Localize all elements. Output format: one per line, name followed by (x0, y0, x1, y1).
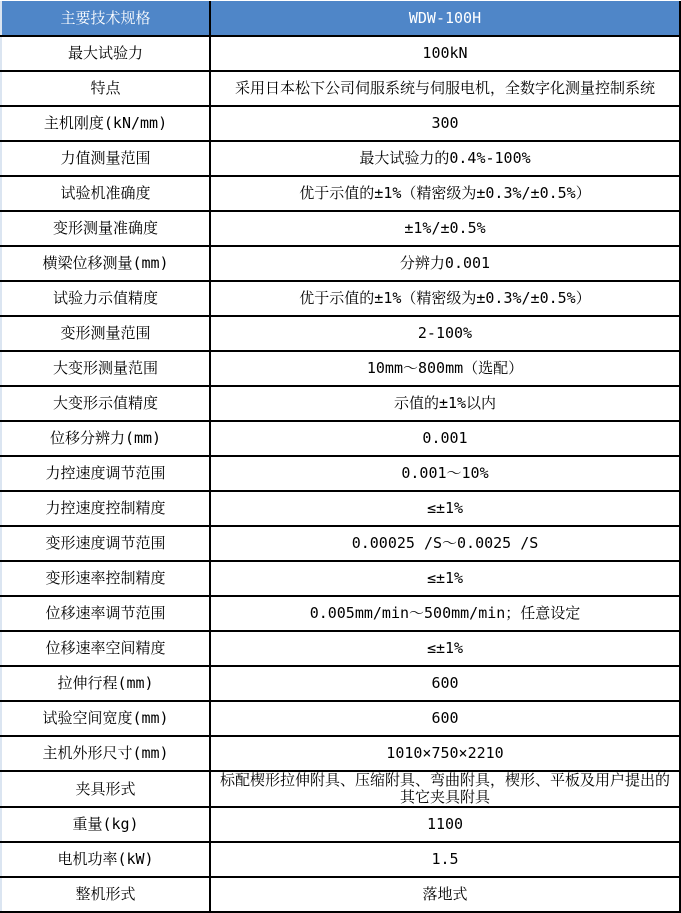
spec-name-cell: 横梁位移测量(mm) (1, 246, 210, 281)
table-row (1, 456, 680, 491)
table-row (1, 386, 680, 421)
spec-name-cell: 大变形测量范围 (1, 351, 210, 386)
spec-name-cell: 整机形式 (1, 877, 210, 912)
spec-value-cell: 0.001～10% (210, 456, 680, 491)
header-spec-label: 主要技术规格 (1, 1, 210, 36)
table-row (1, 631, 680, 666)
table-row (1, 526, 680, 561)
table-row (1, 771, 680, 807)
spec-name-cell: 电机功率(kW) (1, 842, 210, 877)
table-row (1, 736, 680, 771)
spec-name-cell: 力值测量范围 (1, 141, 210, 176)
table-row (1, 141, 680, 176)
spec-name-cell: 拉伸行程(mm) (1, 666, 210, 701)
header-row (1, 1, 680, 36)
table-row (1, 71, 680, 106)
spec-name-cell: 夹具形式 (1, 771, 210, 807)
table-row (1, 877, 680, 912)
spec-name-cell: 试验机准确度 (1, 176, 210, 211)
table-row (1, 666, 680, 701)
spec-value-cell: ≤±1% (210, 491, 680, 526)
spec-name-cell: 主机刚度(kN/mm) (1, 106, 210, 141)
spec-value-cell: 1010×750×2210 (210, 736, 680, 771)
spec-name-cell: 特点 (1, 71, 210, 106)
spec-name-cell: 试验空间宽度(mm) (1, 701, 210, 736)
spec-value-cell: 最大试验力的0.4%-100% (210, 141, 680, 176)
table-row (1, 106, 680, 141)
spec-value-cell: 300 (210, 106, 680, 141)
table-row (1, 176, 680, 211)
table-row (1, 36, 680, 71)
spec-value-cell: 示值的±1%以内 (210, 386, 680, 421)
table-row (1, 561, 680, 596)
spec-name-cell: 重量(kg) (1, 807, 210, 842)
spec-value-cell: 0.001 (210, 421, 680, 456)
spec-value-cell: 100kN (210, 36, 680, 71)
spec-value-cell: 1.5 (210, 842, 680, 877)
spec-value-cell: 10mm～800mm（选配） (210, 351, 680, 386)
spec-name-cell: 变形速度调节范围 (1, 526, 210, 561)
header-model-label: WDW-100H (210, 1, 680, 36)
spec-value-cell: ±1%/±0.5% (210, 211, 680, 246)
spec-name-cell: 变形测量范围 (1, 316, 210, 351)
spec-value-cell: 优于示值的±1%（精密级为±0.3%/±0.5%） (210, 281, 680, 316)
spec-name-cell: 力控速度控制精度 (1, 491, 210, 526)
table-row (1, 246, 680, 281)
spec-name-cell: 试验力示值精度 (1, 281, 210, 316)
table-row (1, 281, 680, 316)
spec-name-cell: 变形测量准确度 (1, 211, 210, 246)
table-row (1, 701, 680, 736)
spec-value-cell: 1100 (210, 807, 680, 842)
table-body (1, 36, 680, 912)
table-header (1, 1, 680, 36)
table-row (1, 807, 680, 842)
spec-value-cell: 分辨力0.001 (210, 246, 680, 281)
spec-value-cell: 0.00025 /S～0.0025 /S (210, 526, 680, 561)
table-row (1, 421, 680, 456)
spec-value-cell: 采用日本松下公司伺服系统与伺服电机，全数字化测量控制系统 (210, 71, 680, 106)
spec-name-cell: 位移分辨力(mm) (1, 421, 210, 456)
spec-value-cell: ≤±1% (210, 631, 680, 666)
spec-value-cell: 0.005mm/min～500mm/min；任意设定 (210, 596, 680, 631)
spec-table (0, 1, 681, 913)
spec-value-cell: 标配楔形拉伸附具、压缩附具、弯曲附具，楔形、平板及用户提出的其它夹具附具 (210, 771, 680, 807)
spec-value-cell: 600 (210, 666, 680, 701)
spec-name-cell: 变形速率控制精度 (1, 561, 210, 596)
spec-name-cell: 大变形示值精度 (1, 386, 210, 421)
spec-value-cell: 落地式 (210, 877, 680, 912)
spec-name-cell: 位移速率空间精度 (1, 631, 210, 666)
spec-name-cell: 主机外形尺寸(mm) (1, 736, 210, 771)
table-row (1, 316, 680, 351)
spec-value-cell: 优于示值的±1%（精密级为±0.3%/±0.5%） (210, 176, 680, 211)
table-row (1, 211, 680, 246)
spec-name-cell: 力控速度调节范围 (1, 456, 210, 491)
spec-value-cell: 2-100% (210, 316, 680, 351)
spec-name-cell: 最大试验力 (1, 36, 210, 71)
table-row (1, 351, 680, 386)
table-row (1, 842, 680, 877)
spec-value-cell: ≤±1% (210, 561, 680, 596)
table-row (1, 596, 680, 631)
table-row (1, 491, 680, 526)
spec-name-cell: 位移速率调节范围 (1, 596, 210, 631)
spec-value-cell: 600 (210, 701, 680, 736)
